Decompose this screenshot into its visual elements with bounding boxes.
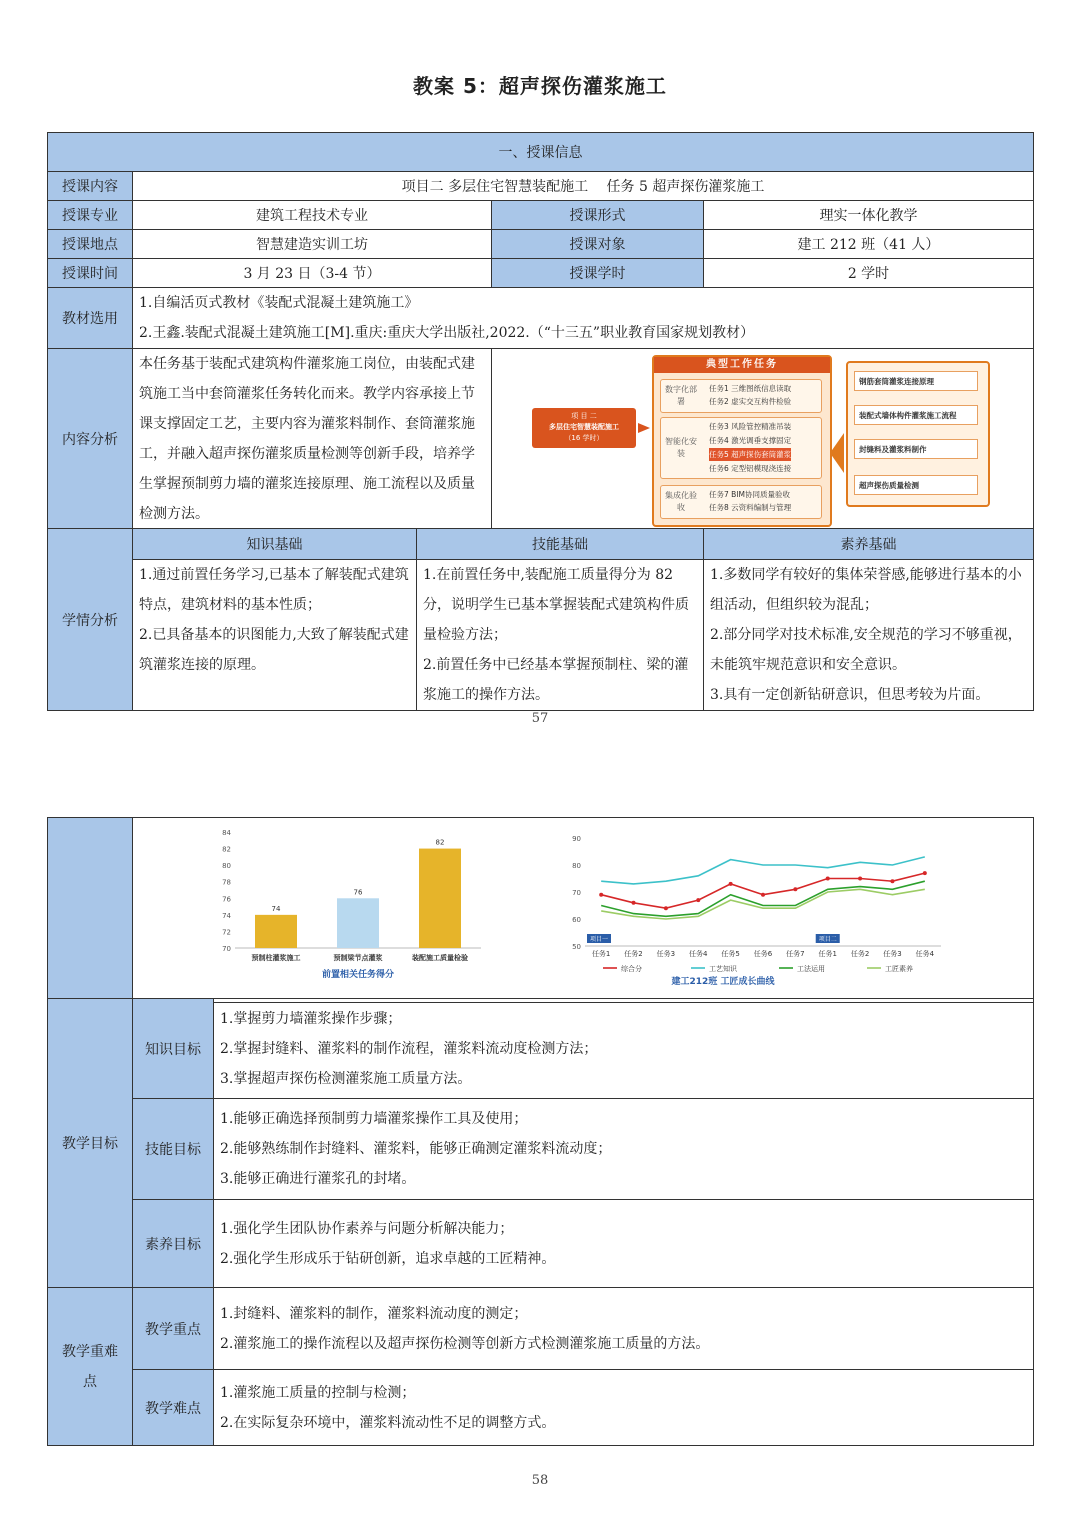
line-y-tick: 60 [572, 916, 581, 924]
line-x-tick: 任务7 [786, 950, 805, 958]
content-value: 项目二 多层住宅智慧装配施工 任务 5 超声探伤灌浆施工 [133, 172, 1034, 201]
legend-label: 工匠素养 [885, 965, 913, 973]
charts-label-cell [48, 818, 133, 1003]
line-x-tick: 任务2 [850, 950, 870, 958]
task-item-highlight: 任务5 超声探伤套筒灌浆 [709, 450, 792, 459]
knowledge-point: 封缝料及灌浆料制作 [854, 439, 978, 459]
target-label: 授课对象 [492, 230, 704, 259]
line-y-tick: 90 [572, 835, 581, 843]
knowledge-base-header: 知识基础 [133, 529, 417, 560]
bar-y-tick: 80 [222, 862, 231, 871]
knowledge-points-panel [846, 361, 990, 507]
key-point-1: 1.封缝料、灌浆料的制作，灌浆料流动度的测定； [220, 1305, 528, 1322]
bar-y-tick: 78 [222, 878, 231, 887]
place-label: 授课地点 [48, 230, 133, 259]
place-value: 智慧建造实训工坊 [133, 230, 492, 259]
bar-data-label: 74 [271, 904, 281, 913]
line-point [858, 877, 862, 881]
line-chart-title: 建工212班 工匠成长曲线 [671, 977, 775, 987]
section-title: 一、授课信息 [48, 133, 1034, 172]
task-item: 任务7 BIM协同质量验收 [709, 490, 790, 499]
quality-goal-2: 2.强化学生形成乐于钻研创新，追求卓越的工匠精神。 [220, 1250, 556, 1267]
charts-table [47, 817, 1034, 1003]
group-label: 智能化安装 [665, 437, 697, 458]
key-point-2: 2.灌浆施工的操作流程以及超声探伤检测等创新方式检测灌浆施工质量的方法。 [220, 1335, 710, 1352]
project-task-diagram [492, 353, 1033, 525]
quality-base-3: 3.具有一定创新钻研意识，但思考较为片面。 [710, 687, 990, 703]
line-x-tick: 任务6 [753, 950, 773, 958]
bar-y-tick: 72 [222, 928, 231, 937]
bar-category-label: 预制梁节点灌浆 [333, 954, 383, 962]
page-title: 教案 5：超声探伤灌浆施工 [413, 74, 667, 98]
line-series [601, 873, 925, 908]
bar-y-tick: 70 [222, 945, 231, 953]
major-label: 授课专业 [48, 201, 133, 230]
bar [419, 849, 461, 948]
task-item: 任务8 云资料编制与管理 [709, 503, 792, 512]
typical-tasks-header: 典型工作任务 [654, 357, 830, 373]
task-item: 任务1 三维图纸信息读取 [709, 384, 792, 393]
knowledge-point: 装配式墙体构件灌浆施工流程 [854, 405, 978, 425]
learning-analysis-table [47, 528, 1034, 711]
key-point-label: 教学重点 [133, 1288, 214, 1370]
time-value: 3 月 23 日（3-4 节） [133, 259, 492, 288]
legend-label: 工艺知识 [709, 965, 737, 973]
page-number-58: 58 [531, 1473, 549, 1488]
hours-value: 2 学时 [704, 259, 1034, 288]
skill-base-header: 技能基础 [417, 529, 704, 560]
goals-label: 教学目标 [48, 999, 133, 1288]
textbook-line-2: 2.王鑫.装配式混凝土建筑施工[M].重庆:重庆大学出版社,2022.（“十三五”职业教育国家规划教材） [139, 325, 755, 341]
quality-goal-label: 素养目标 [133, 1200, 214, 1288]
bar [337, 898, 379, 948]
content-label: 授课内容 [48, 172, 133, 201]
line-y-tick: 70 [572, 889, 581, 897]
bar [255, 915, 297, 948]
major-value: 建筑工程技术专业 [133, 201, 492, 230]
line-y-tick: 80 [572, 862, 581, 870]
line-x-tick: 任务2 [624, 950, 643, 958]
keys-label-line-2: 点 [83, 1373, 97, 1390]
project-title: 项 目 二 [571, 412, 597, 420]
bar-data-label: 76 [353, 888, 363, 897]
skill-goal-label: 技能目标 [133, 1099, 214, 1200]
line-x-tick: 任务1 [818, 950, 837, 958]
quality-base-1: 1.多数同学有较好的集体荣誉感,能够进行基本的小组活动，但组织较为混乱； [710, 567, 1022, 613]
task-item: 任务4 激光调垂支撑固定 [709, 436, 792, 445]
line-series [601, 881, 925, 916]
group-tag-label: 项目一 [589, 936, 609, 943]
knowledge-base-2: 2.已具备基本的识图能力,大致了解装配式建筑灌浆连接的原理。 [139, 627, 409, 673]
keys-label-line-1: 教学重难 [62, 1343, 118, 1360]
learn-label: 学情分析 [48, 529, 133, 711]
textbook-line-1: 1.自编活页式教材《装配式混凝土建筑施工》 [139, 295, 419, 311]
quality-base-header: 素养基础 [704, 529, 1034, 560]
line-point [729, 882, 733, 886]
goals-table [47, 998, 1034, 1446]
bar-y-tick: 84 [222, 829, 231, 837]
page-number-57: 57 [531, 711, 549, 726]
legend-label: 综合分 [621, 965, 642, 973]
hours-label: 授课学时 [492, 259, 704, 288]
skill-goal-2: 2.能够熟练制作封缝料、灌浆料，能够正确测定灌浆料流动度； [220, 1141, 612, 1157]
line-point [793, 887, 797, 891]
form-label: 授课形式 [492, 201, 704, 230]
line-x-tick: 任务4 [915, 950, 935, 958]
difficulty-1: 1.灌浆施工质量的控制与检测； [220, 1384, 416, 1401]
line-y-tick: 50 [572, 943, 581, 951]
skill-goal-1: 1.能够正确选择预制剪力墙灌浆操作工具及使用； [220, 1111, 528, 1127]
knowledge-goal-2: 2.掌握封缝料、灌浆料的制作流程，灌浆料流动度检测方法； [220, 1040, 598, 1057]
group-tag-label: 项目二 [818, 936, 837, 943]
line-point [923, 871, 927, 875]
knowledge-goal-3: 3.掌握超声探伤检测灌浆施工质量方法。 [220, 1070, 472, 1087]
quality-goal-1: 1.强化学生团队协作素养与问题分析解决能力； [220, 1220, 514, 1237]
line-x-tick: 任务4 [689, 950, 708, 958]
bar-y-tick: 82 [222, 845, 231, 854]
line-x-tick: 任务3 [883, 950, 902, 958]
skill-base-1: 1.在前置任务中,装配施工质量得分为 82 分，说明学生已基本掌握装配式建筑构件质量检验方法； [423, 567, 689, 643]
bar-category-label: 装配施工质量检验 [412, 954, 468, 962]
keys-label [48, 1288, 133, 1446]
line-point [890, 879, 894, 883]
form-value: 理实一体化教学 [704, 201, 1034, 230]
bar-y-tick: 74 [222, 911, 231, 920]
skill-goal-3: 3.能够正确进行灌浆孔的封堵。 [220, 1171, 416, 1187]
analysis-text: 本任务基于装配式建筑构件灌浆施工岗位，由装配式建筑施工当中套筒灌浆任务转化而来。教学内容承接上节课支撑固定工艺，主要内容为灌浆料制作、套筒灌浆施工，并融入超声探伤灌浆质量检测等创新手段，培养学生掌握预制剪力墙的灌浆连接原理、施工流程以及质量检测方法。 [133, 349, 492, 530]
project-hours: （16 学时） [564, 434, 604, 442]
line-point [664, 906, 668, 910]
course-info-table [47, 132, 1034, 530]
quality-base-2: 2.部分同学对技术标准,安全规范的学习不够重视，未能筑牢规范意识和安全意识。 [710, 627, 1022, 673]
target-value: 建工 212 班（41 人） [704, 230, 1034, 259]
knowledge-point: 超声探伤质量检测 [854, 475, 978, 495]
group-label: 集成化验收 [665, 491, 697, 512]
textbook-label: 教材选用 [48, 288, 133, 349]
line-point [826, 877, 830, 881]
line-point [632, 901, 636, 905]
bar-data-label: 82 [435, 838, 445, 847]
group-label: 数字化部署 [665, 385, 697, 406]
knowledge-goal-1: 1.掌握剪力墙灌浆操作步骤； [220, 1010, 402, 1027]
line-x-tick: 任务5 [721, 950, 740, 958]
task-item: 任务2 虚实交互构件检验 [709, 397, 792, 406]
difficulty-label: 教学难点 [133, 1370, 214, 1446]
knowledge-point: 钢筋套筒灌浆连接原理 [854, 371, 978, 391]
line-x-tick: 任务3 [656, 950, 676, 958]
bar-chart-title: 前置相关任务得分 [321, 970, 395, 980]
bar-category-label: 预制柱灌浆施工 [251, 954, 301, 962]
task-item: 任务3 风险管控精准吊装 [709, 422, 792, 431]
task-item: 任务6 定型铝模现浇连接 [709, 464, 792, 473]
difficulty-2: 2.在实际复杂环境中，灌浆料流动性不足的调整方式。 [220, 1414, 556, 1431]
project-name: 多层住宅智慧装配施工 [549, 423, 619, 431]
line-point [599, 893, 603, 897]
knowledge-goal-label: 知识目标 [133, 999, 214, 1099]
line-x-tick: 任务1 [591, 950, 611, 958]
line-point [761, 893, 765, 897]
skill-base-2: 2.前置任务中已经基本掌握预制柱、梁的灌浆施工的操作方法。 [423, 657, 689, 703]
knowledge-base-1: 1.通过前置任务学习,已基本了解装配式建筑特点，建筑材料的基本性质； [139, 567, 409, 613]
analysis-label: 内容分析 [48, 349, 133, 530]
time-label: 授课时间 [48, 259, 133, 288]
bar-y-tick: 76 [222, 895, 231, 904]
line-point [696, 898, 700, 902]
legend-label: 工法运用 [797, 965, 825, 973]
charts-svg [133, 818, 1033, 998]
